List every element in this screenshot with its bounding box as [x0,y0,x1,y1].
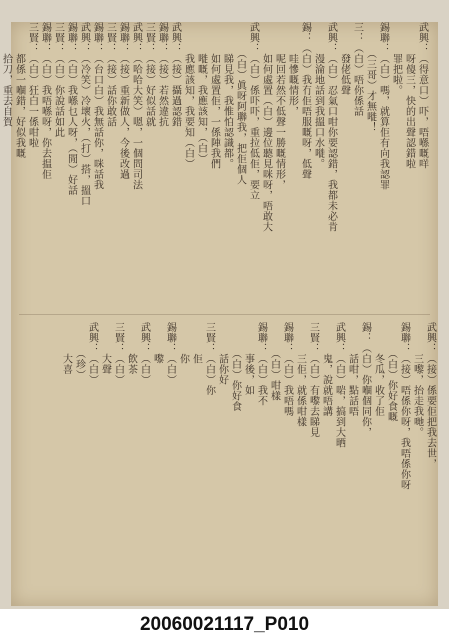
script-line: 如何處置（白）邊位聽見咪呀，唔敢大 [260,22,272,232]
script-line: 三賢：（白）狂白一係咁啦 [26,22,38,148]
script-line: 錫聯：（白）我喺乜人呀，（閒）好話 [65,22,77,196]
script-line: 大聲 [99,322,111,375]
catalog-number: 20060021117_P010 [139,614,310,635]
script-line: 大喜 [60,322,72,375]
script-line: 武興：（接）攝過認錯 [169,22,181,127]
script-line: 三賢：（白）你說話如此 [52,22,64,138]
script-line: 話咁，點話唔 [346,322,358,417]
script-line: 三賢：（白）有嚟去睇見 [307,322,319,438]
script-line: 三賢：（白）你 [203,322,215,396]
script-line: 武興：（哈哈大笑）嗯，一個問司法 [130,22,142,190]
script-line: 漫淪地話到我搵口水嘥。 [312,22,324,169]
script-line: 睇見我，我惟怕認識都。 [221,22,233,169]
script-line: 錫聯：（白）我唔嗎 [281,322,293,417]
script-line: 武興：（白） [86,322,98,385]
script-line: （白）咁樣 [268,322,280,401]
script-line: （白）你好食嘅 [385,322,397,422]
section-divider [19,314,430,315]
script-line: 錫聯：（白）我不 [255,322,267,406]
script-text-lower [59,322,436,606]
script-line: 呢回若然不低聲一勝嘅情形， [273,22,285,190]
script-line: 武興：（冷笑）冷壞火，（打）搭，搵口 [78,22,90,206]
script-line: 你 [177,322,189,364]
script-line: 錫聯：（接）若然違抗 [156,22,168,127]
script-line: 鬼，說就唔講 [320,322,332,417]
script-line: 三嚟，抬走我哋。 [411,322,423,438]
script-line: 武興：（白）係吓吓，重拉低佢，要立 [247,22,259,201]
script-line: 錫：（白）我冇佢唔服嘅呀，低聲 [299,22,311,180]
script-line: 罪把啦。 [390,22,402,96]
script-line: 冬瓜，收了佢 [372,322,384,417]
script-line: 武興：（白） [138,322,150,385]
script-line: 三佢，就係咁樣 [294,322,306,427]
script-line: 佢 [190,322,202,364]
script-line: 武興：（接）係要佢把我去世， [424,322,436,469]
script-line: 錫聯：（接）重新做人，今後改過 [117,22,129,180]
script-line: 三賢：（接）好似話就 [143,22,155,127]
script-line: 我應該知，我要知（白） [182,22,194,169]
script-line: 武興：（白）忍氣口咁你要認錯，我都未必肯 [325,22,337,232]
script-line: 呀傻三，快的出聲認錯啦 [403,22,415,169]
script-line: 錫聯：（台口白）我無話你，咪話我 [91,22,103,190]
script-line: 都係一嗰錯，好似我嘅 [13,22,25,159]
script-line: （白）你好食 [229,322,241,412]
script-line: 嚟 [151,322,163,364]
script-line: 拾刀，重去自賀 [0,22,12,127]
script-line: （三哥）才無嘥！ [364,22,376,133]
script-line: 事後，如 [242,322,254,396]
script-line: （白）眞呀阿聯我，把佢個人 [234,22,246,185]
script-line: 話你好 [216,322,228,385]
script-line: 錫聯：（白）我唔喺呀，你去揾佢 [39,22,51,180]
script-line: 嘥嘅，我應該知，（白） [195,22,207,164]
script-line: 武興：（白）啱，搞到大晒 [333,322,345,448]
script-line: 哇慘嘅情形， [286,22,298,117]
script-line: 錫：（白）你嗰個同你， [359,322,371,438]
script-line: 如何處置佢，一係陣我們 [208,22,220,169]
script-line: 飲茶 [125,322,137,375]
script-line: 錫聯：（白） [164,322,176,385]
script-line: （珍） [73,322,85,380]
script-line: 三：（白）唔你係話 [351,22,363,117]
script-line: 錫聯：（接）唔係你呀，我唔係你呀 [398,322,410,490]
script-line: 三賢：（白） [112,322,124,385]
script-line: 武興：（得意口）吓，唔喺嘅咩 [416,22,428,169]
script-line: 三賢：（接）話你敢話 [104,22,116,127]
script-page [0,22,438,606]
script-line: 錫聯：（白）嗎，就算佢有向我認罪 [377,22,389,190]
script-line: 發佬低聲 [338,22,350,96]
